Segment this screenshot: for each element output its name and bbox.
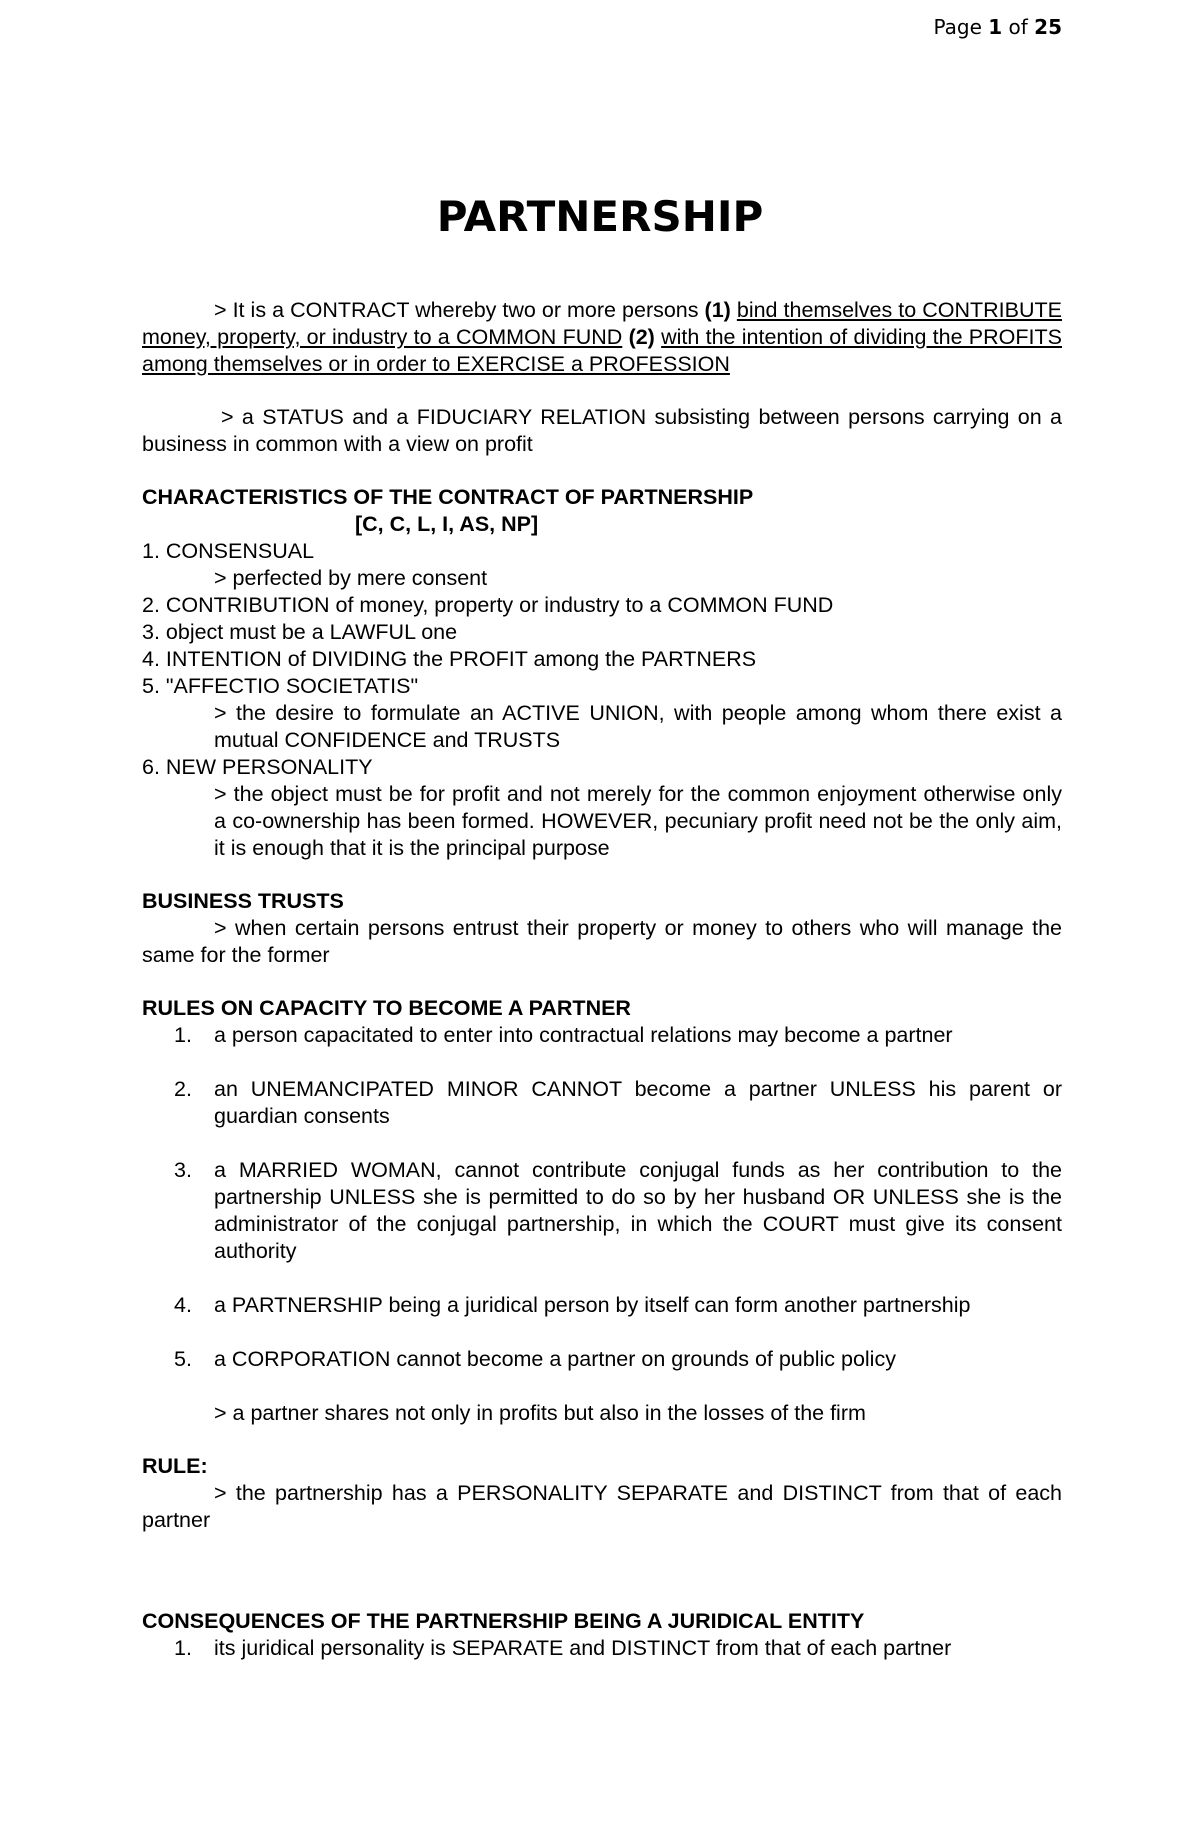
list-item-text: its juridical personality is SEPARATE and DISTINCT from that of each partner — [214, 1636, 952, 1660]
page-number — [933, 14, 1062, 41]
page-of: of — [1008, 15, 1028, 39]
characteristics-heading: CHARACTERISTICS OF THE CONTRACT OF PARTNERSHIP — [142, 485, 754, 509]
page-prefix: Page — [933, 15, 982, 39]
list-number: 3. — [174, 1158, 192, 1182]
characteristic-note-6: > the object must be for profit and not merely for the common enjoyment otherwise only a co-ownership has been formed. HOWEVER, pecuniary profit need not be the only aim, it is enough that it is the principal purpose — [214, 782, 1062, 860]
characteristic-item-4: 4. INTENTION of DIVIDING the PROFIT among the PARTNERS — [142, 647, 757, 671]
capacity-item — [142, 1157, 1062, 1265]
document-title: PARTNERSHIP — [436, 192, 764, 241]
definition-lead: > It is a CONTRACT whereby two or more persons — [214, 298, 705, 322]
consequences-item — [142, 1635, 1062, 1662]
capacity-note: > a partner shares not only in profits but also in the losses of the firm — [214, 1401, 866, 1425]
characteristic-item-3: 3. object must be a LAWFUL one — [142, 620, 458, 644]
capacity-item — [142, 1022, 1062, 1049]
business-trusts-text: > when certain persons entrust their property or money to others who will manage the same for the former — [142, 916, 1062, 967]
list-item-text: a PARTNERSHIP being a juridical person by itself can form another partnership — [214, 1293, 971, 1317]
page-current: 1 — [988, 15, 1003, 39]
characteristic-item-6: 6. NEW PERSONALITY — [142, 755, 373, 779]
list-item-text: a MARRIED WOMAN, cannot contribute conjugal funds as her contribution to the partnership UNLESS she is permitted to do so by her husband OR UNLESS she is the administrator of the conjugal partnership, in which the COURT must give its consent authority — [214, 1158, 1062, 1263]
capacity-item — [142, 1076, 1062, 1130]
characteristic-note-5: > the desire to formulate an ACTIVE UNION, with people among whom there exist a mutual CONFIDENCE and TRUSTS — [214, 701, 1062, 752]
capacity-heading: RULES ON CAPACITY TO BECOME A PARTNER — [142, 996, 631, 1020]
list-item-text: an UNEMANCIPATED MINOR CANNOT become a partner UNLESS his parent or guardian consents — [214, 1077, 1062, 1128]
definition-underlined-1: bind themselves to CONTRIBUTE money, property, or industry to a COMMON FUND — [142, 298, 1062, 349]
definition-underlined-2: with the intention of dividing the PROFITS among themselves or in order to EXERCISE a PROFESSION — [142, 325, 1062, 376]
document-body — [142, 297, 1062, 1662]
rule-text: > the partnership has a PERSONALITY SEPARATE and DISTINCT from that of each partner — [142, 1481, 1062, 1532]
list-number: 4. — [174, 1293, 192, 1317]
status-paragraph: > a STATUS and a FIDUCIARY RELATION subsisting between persons carrying on a business in common with a view on profit — [142, 405, 1062, 456]
list-item-text: a CORPORATION cannot become a partner on grounds of public policy — [214, 1347, 896, 1371]
characteristics-mnemonic: [C, C, L, I, AS, NP] — [355, 512, 539, 536]
characteristic-item-1: 1. CONSENSUAL — [142, 539, 315, 563]
characteristic-item-2: 2. CONTRIBUTION of money, property or industry to a COMMON FUND — [142, 593, 834, 617]
definition-marker-2: (2) — [628, 325, 655, 349]
list-number: 2. — [174, 1077, 192, 1101]
capacity-item — [142, 1346, 1062, 1373]
list-number: 5. — [174, 1347, 192, 1371]
consequences-heading: CONSEQUENCES OF THE PARTNERSHIP BEING A JURIDICAL ENTITY — [142, 1609, 865, 1633]
business-trusts-heading: BUSINESS TRUSTS — [142, 889, 344, 913]
list-item-text: a person capacitated to enter into contractual relations may become a partner — [214, 1023, 953, 1047]
characteristic-note-1: > perfected by mere consent — [214, 566, 488, 590]
list-number: 1. — [174, 1636, 192, 1660]
capacity-item — [142, 1292, 1062, 1319]
list-number: 1. — [174, 1023, 192, 1047]
rule-heading: RULE: — [142, 1454, 208, 1478]
page-total: 25 — [1034, 15, 1062, 39]
definition-marker-1: (1) — [704, 298, 731, 322]
definition-paragraph — [142, 297, 1062, 378]
characteristic-item-5: 5. "AFFECTIO SOCIETATIS" — [142, 674, 419, 698]
